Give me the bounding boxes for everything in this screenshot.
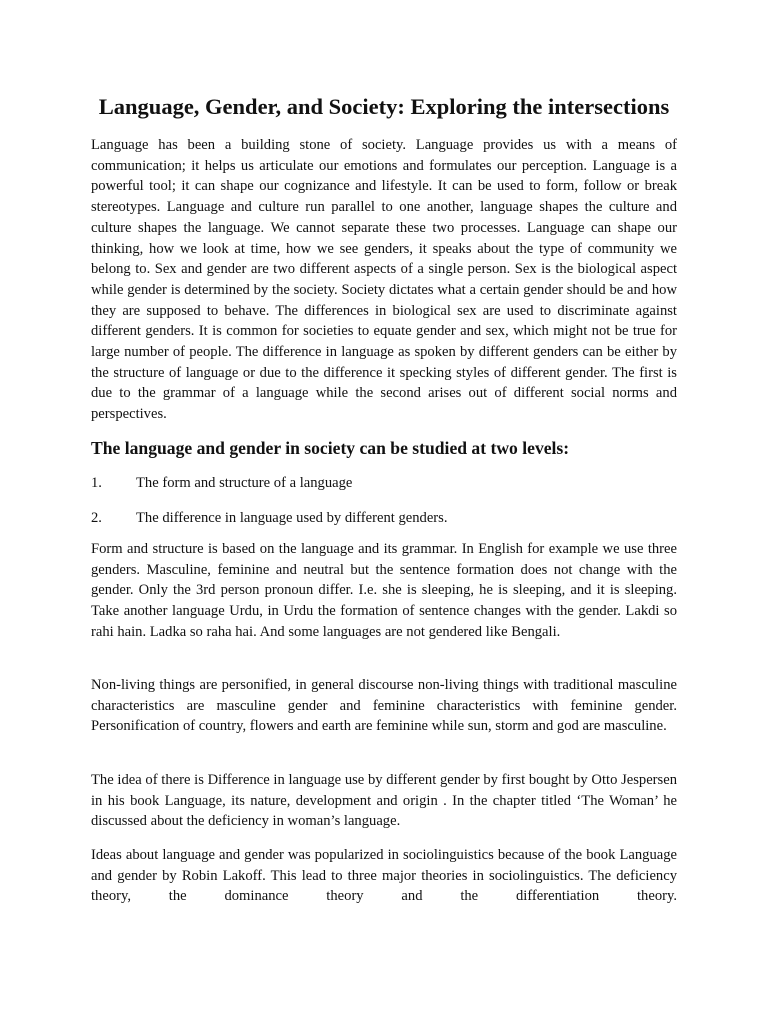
section-heading: The language and gender in society can be studied at two levels: — [91, 438, 570, 458]
paragraph-intro: Language has been a building stone of society. Language provides us with a means of communication; it helps us articulate our emotions and formulates our perception. Language is a powerful tool; it can shape our cognizance and lifestyle. It can be used to form, follow or break stereotypes. Language and culture run parallel to one another, language shapes the culture and culture shapes the language. We cannot separate these two processes. Language can shape our thinking, how we look at time, how we see genders, it speaks about the type of community we belong to. Sex and gender are two different aspects of a single person. Sex is the biological aspect while gender is determined by the society. Society dictates what a certain gender should be and how they are supposed to behave. The differences in biological sex are used to discriminate against different genders. It is common for societies to equate gender and sex, which might not be true for large number of people. The difference in language as spoken by different genders can be either by the structure of language or due to the difference it specking styles of different gender. The first is due to the grammar of a language while the second arises out of different social norms and perspectives. — [91, 137, 677, 423]
paragraph-lakoff: Ideas about language and gender was popularized in sociolinguistics because of the book Language and gender by Robin Lakoff. This lead to three major theories in sociolinguistics. The deficiency theory, the dominance theory and the differentiation theory. — [91, 847, 677, 905]
paragraph-personification: Non-living things are personified, in general discourse non-living things with traditional masculine characteristics are masculine gender and feminine characteristics with feminine gender. Personification of country, flowers and earth are feminine while sun, storm and god are masculine. — [91, 677, 677, 735]
list-item-number: 2. — [91, 510, 102, 526]
list-item-text: The form and structure of a language — [136, 475, 353, 491]
document-title: Language, Gender, and Society: Exploring the intersections — [98, 94, 670, 119]
list-item-text: The difference in language used by different genders. — [136, 510, 448, 526]
paragraph-jespersen: The idea of there is Difference in language use by different gender by first bought by Otto Jespersen in his book Language, its nature, development and origin . In the chapter titled ‘The Woman’ he discussed about the deficiency in woman’s language. — [91, 772, 677, 830]
paragraph-form-structure: Form and structure is based on the language and its grammar. In English for example we use three genders. Masculine, feminine and neutral but the sentence formation does not change with the gender. Only the 3rd person pronoun differ. I.e. she is sleeping, he is sleeping, and it is sleeping. Take another language Urdu, in Urdu the formation of sentence changes with the gender. Lakdi so rahi hain. Ladka so raha hai. And some languages are not gendered like Bengali. — [91, 541, 677, 640]
list-item-number: 1. — [91, 475, 102, 491]
